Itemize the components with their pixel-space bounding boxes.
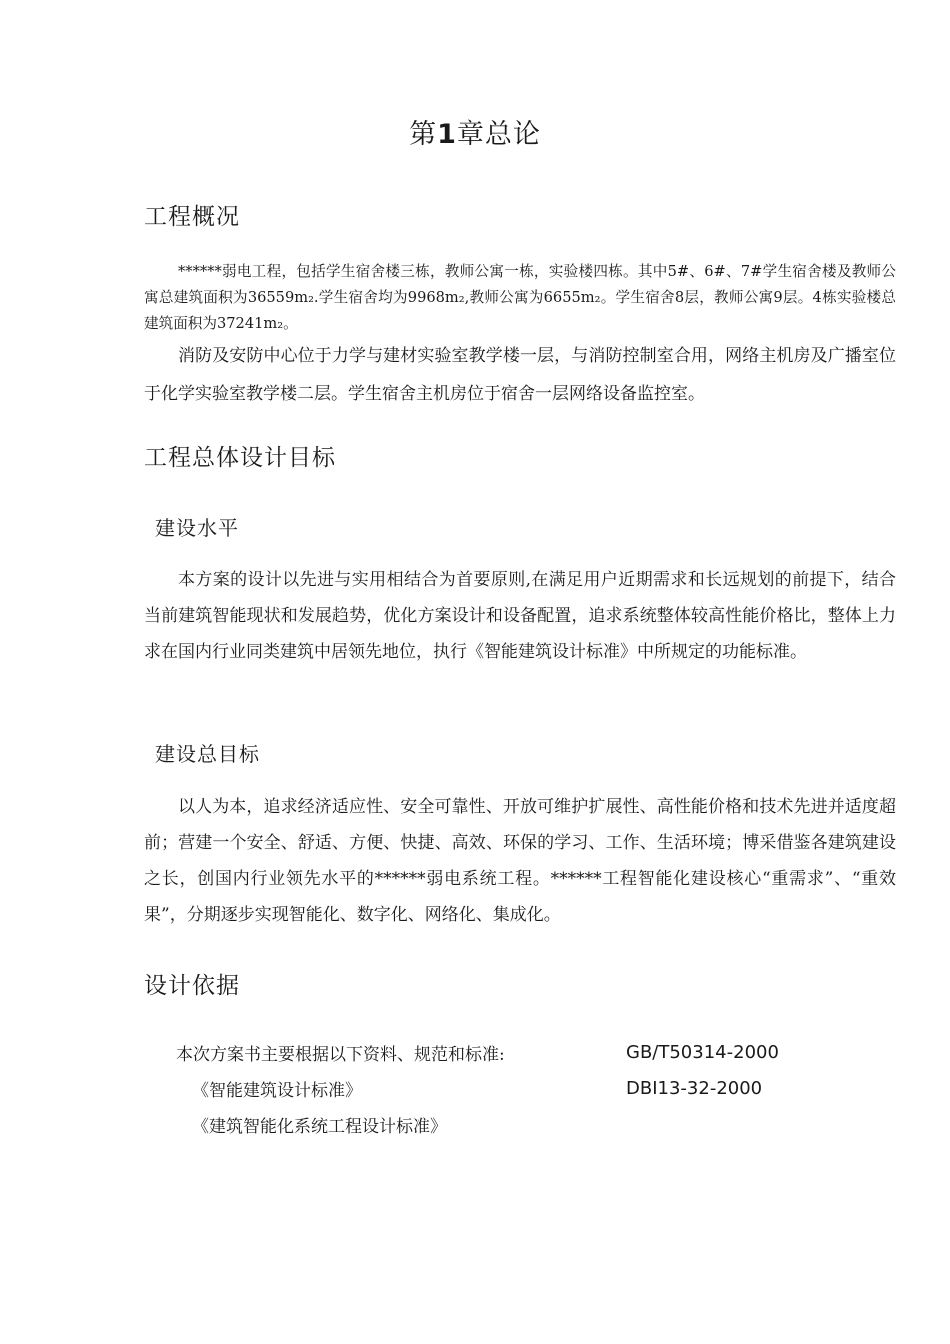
standard-title-1: 《智能建筑设计标准》: [192, 1081, 362, 1101]
chapter-prefix: 第: [409, 119, 438, 150]
overview-paragraph-2: 消防及安防中心位于力学与建材实验室教学楼一层，与消防控制室合用，网络主机房及广播室位于化学实验室教学楼二层。学生宿舍主机房位于宿舍一层网络设备监控室。: [144, 346, 896, 404]
chapter-suffix: 章总论: [456, 119, 541, 150]
heading-overall-goal: 建设总目标: [155, 742, 260, 766]
heading-construction-level: 建设水平: [155, 516, 239, 540]
construction-level-paragraph: 本方案的设计以先进与实用相结合为首要原则,在满足用户近期需求和长远规划的前提下，结合当前建筑智能现状和发展趋势，优化方案设计和设备配置，追求系统整体较高性能价格比，整体上力求在国内行业同类建筑中居领先地位，执行《智能建筑设计标准》中所规定的功能标准。: [144, 570, 896, 662]
heading-design-basis: 设计依据: [144, 973, 240, 999]
chapter-title: [0, 112, 950, 151]
overview-paragraph-1: ******弱电工程，包括学生宿舍楼三栋，教师公寓一栋，实验楼四栋。其中5#、6#、7#学生宿舍楼及教师公寓总建筑面积为36559m₂.学生宿舍均为9968m₂,教师公寓为6655m₂。学生宿舍8层，教师公寓9层。4栋实验楼总建筑面积为37241m₂。: [144, 263, 896, 332]
heading-overview: 工程概况: [144, 204, 240, 230]
standard-title-2: 《建筑智能化系统工程设计标准》: [192, 1117, 447, 1137]
design-basis-intro: 本次方案书主要根据以下资料、规范和标准:: [176, 1045, 505, 1065]
overall-goal-paragraph: 以人为本，追求经济适应性、安全可靠性、开放可维护扩展性、高性能价格和技术先进并适度超前；营建一个安全、舒适、方便、快捷、高效、环保的学习、工作、生活环境；博采借鉴各建筑建设之长，创国内行业领先水平的******弱电系统工程。******工程智能化建设核心“重需求”、“重效果”，分期逐步实现智能化、数字化、网络化、集成化。: [144, 797, 896, 925]
standard-code-2: DBI13-32-2000: [626, 1078, 763, 1099]
standard-code-1: GB/T50314-2000: [626, 1042, 779, 1063]
heading-design-goals: 工程总体设计目标: [144, 445, 336, 471]
chapter-number: 1: [437, 119, 457, 150]
